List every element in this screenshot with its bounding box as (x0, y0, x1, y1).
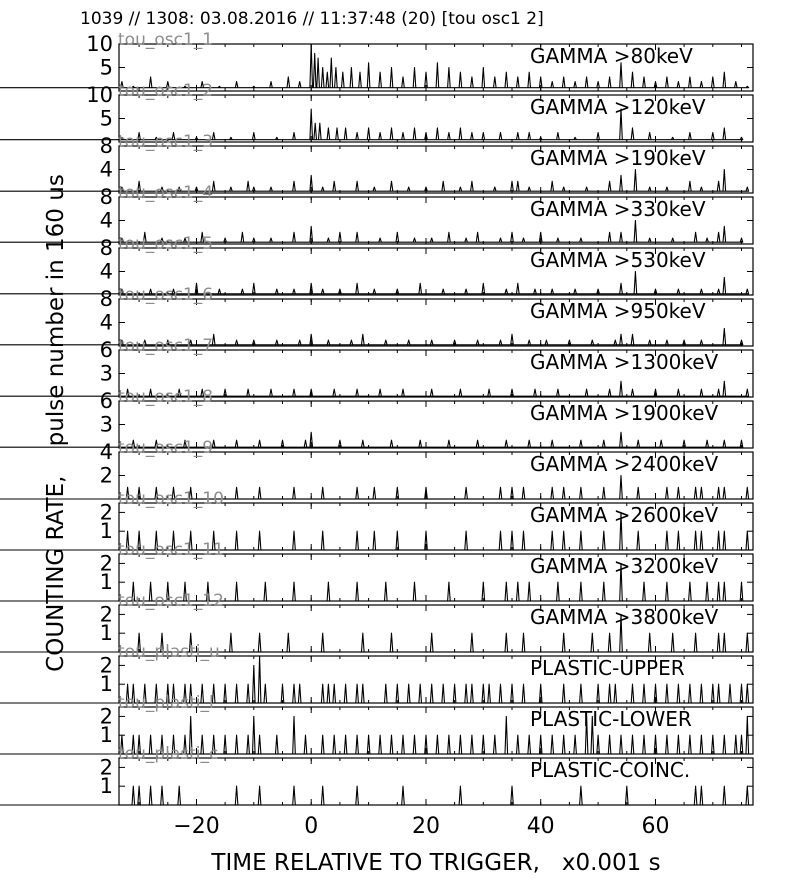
channel-name: tou_osc1_3 (118, 132, 214, 152)
channel-name: tou_plasti_u (118, 642, 220, 662)
y-tick-label: 1 (99, 621, 113, 646)
channel-name: tou_plasti_l (118, 693, 214, 713)
y-tick-label: 1 (99, 723, 113, 748)
y-tick-label: 1 (99, 519, 113, 544)
channel-name: tou_plasti_c (118, 744, 219, 764)
panel-label: GAMMA >1900keV (530, 401, 719, 425)
panel-label: PLASTIC-COINC. (530, 758, 691, 782)
x-axis-label: TIME RELATIVE TO TRIGGER, x0.001 s (211, 850, 661, 876)
y-tick-label: 8 (99, 185, 113, 209)
y-tick-label: 4 (99, 157, 113, 182)
panel-label: GAMMA >120keV (530, 95, 706, 119)
y-tick-label: 1 (99, 774, 113, 799)
panel-label: GAMMA >330keV (530, 197, 706, 221)
y-tick-label: 6 (99, 389, 113, 413)
y-tick-label: 2 (99, 602, 113, 627)
y-tick-label: 2 (99, 500, 113, 525)
y-tick-label: 2 (99, 755, 113, 780)
y-tick-label: 3 (99, 361, 113, 386)
channel-name: tou_osc1_11 (118, 540, 224, 560)
channel-name: tou_osc1_1 (118, 30, 214, 50)
chart-header: 1039 // 1308: 03.08.2016 // 11:37:48 (20) [tou osc1 2] (80, 9, 544, 29)
channel-name: tou_osc1_9 (118, 438, 214, 458)
x-tick-label: −20 (173, 814, 220, 839)
panel-label: GAMMA >190keV (530, 146, 706, 170)
x-tick-label: 40 (526, 814, 555, 839)
y-tick-label: 2 (99, 704, 113, 729)
panel-label: GAMMA >950keV (530, 299, 706, 323)
channel-name: tou_osc1_4 (118, 183, 214, 203)
panel-label: GAMMA >2400keV (530, 452, 719, 476)
panel-label: GAMMA >3200keV (530, 554, 719, 578)
y-tick-label: 2 (99, 551, 113, 576)
y-tick-label: 8 (99, 287, 113, 311)
y-tick-label: 10 (86, 32, 113, 56)
channel-name: tou_osc1_7 (118, 336, 214, 356)
panel-label: PLASTIC-UPPER (530, 656, 685, 680)
channel-name: tou_osc1_5 (118, 234, 214, 254)
channel-name: tou_osc1_8 (118, 387, 214, 407)
y-tick-label: 5 (99, 106, 113, 131)
y-tick-label: 8 (99, 236, 113, 260)
y-tick-label: 8 (99, 134, 113, 158)
y-tick-label: 4 (99, 259, 113, 284)
y-tick-label: 3 (99, 412, 113, 437)
x-tick-label: 60 (641, 814, 670, 839)
panel-label: GAMMA >1300keV (530, 350, 719, 374)
channel-name: tou_osc1_6 (118, 285, 214, 305)
x-tick-label: 20 (412, 814, 440, 839)
panel-label: GAMMA >80keV (530, 44, 693, 68)
channel-name: tou_osc1_12 (118, 591, 224, 611)
y-tick-label: 4 (99, 208, 113, 233)
channel-name: tou_osc1_2 (118, 81, 214, 101)
panel-label: GAMMA >2600keV (530, 503, 719, 527)
panel-label: GAMMA >3800keV (530, 605, 719, 629)
y-tick-label: 2 (99, 463, 113, 488)
y-tick-label: 4 (99, 440, 113, 464)
panel-label: GAMMA >530keV (530, 248, 706, 272)
y-axis-label: COUNTING RATE, pulse number in 160 us (43, 174, 69, 672)
y-tick-label: 1 (99, 672, 113, 697)
y-tick-label: 1 (99, 570, 113, 595)
y-tick-label: 4 (99, 310, 113, 335)
y-tick-label: 6 (99, 338, 113, 362)
y-tick-label: 10 (86, 83, 113, 107)
y-tick-label: 2 (99, 653, 113, 678)
channel-name: tou_osc1_10 (118, 489, 224, 509)
panel-label: PLASTIC-LOWER (530, 707, 692, 731)
y-tick-label: 5 (99, 55, 113, 80)
x-tick-label: 0 (304, 814, 319, 839)
